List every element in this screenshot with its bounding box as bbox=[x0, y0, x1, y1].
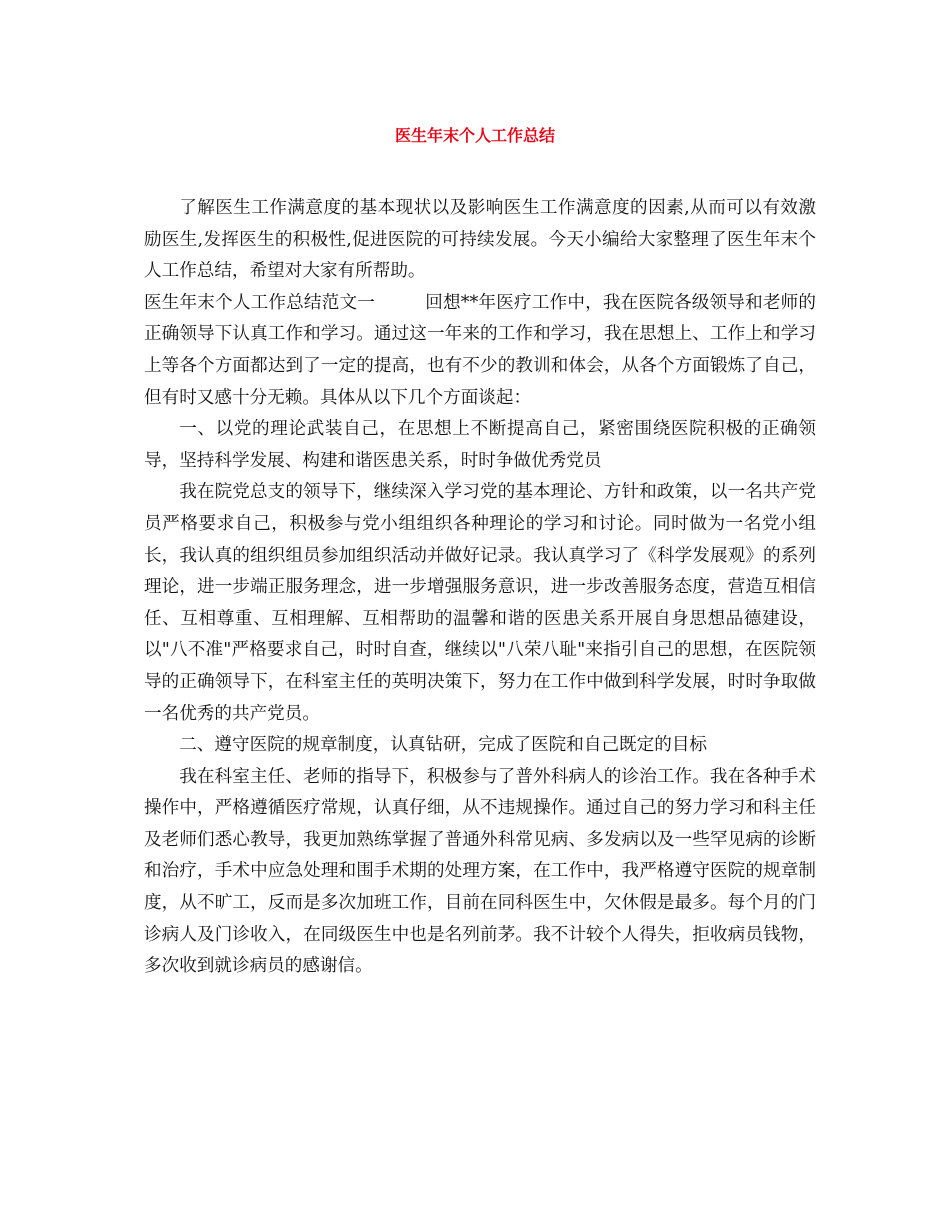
paragraph-text: 回想**年医疗工作中，我在医院各级领导和老师的正确领导下认真工作和学习。通过这一年来的工作和学习，我在思想上、工作上和学习上等各个方面都达到了一定的提高，也有不少的教训和体会，从各个方面锻炼了自己，但有时又感十分无赖。具体从以下几个方面谈起： bbox=[144, 292, 816, 408]
paragraph-text: 了解医生工作满意度的基本现状以及影响医生工作满意度的因素,从而可以有效激励医生,发挥医生的积极性,促进医院的可持续发展。今天小编给大家整理了医生年末个人工作总结，希望对大家有所帮助。 bbox=[144, 198, 816, 282]
paragraph-party-study bbox=[144, 477, 816, 730]
paragraph-text: 一、以党的理论武装自己，在思想上不断提高自己，紧密围绕医院积极的正确领导，坚持科学发展、构建和谐医患关系，时时争做优秀党员 bbox=[144, 419, 816, 471]
paragraph-section-lead bbox=[144, 288, 816, 414]
paragraph-clinical-work bbox=[144, 762, 816, 983]
paragraph-text: 我在科室主任、老师的指导下，积极参与了普外科病人的诊治工作。我在各种手术操作中，严格遵循医疗常规，认真仔细，从不违规操作。通过自己的努力学习和科主任及老师们悉心教导，我更加熟练掌握了普通外科常见病、多发病以及一些罕见病的诊断和治疗，手术中应急处理和围手术期的处理方案，在工作中，我严格遵守医院的规章制度，从不旷工，反而是多次加班工作，目前在同科医生中，欠休假是最多。每个月的门诊病人及门诊收入，在同级医生中也是名列前茅。我不计较个人得失，拒收病员钱物，多次收到就诊病员的感谢信。 bbox=[144, 766, 816, 977]
paragraph-point-one bbox=[144, 414, 816, 477]
paragraph-text: 二、遵守医院的规章制度，认真钻研，完成了医院和自己既定的目标 bbox=[179, 735, 708, 756]
document-body bbox=[144, 193, 816, 983]
paragraph-text: 我在院党总支的领导下，继续深入学习党的基本理论、方针和政策，以一名共产党员严格要求自己，积极参与党小组组织各种理论的学习和讨论。同时做为一名党小组长，我认真的组织组员参加组织活动并做好记录。我认真学习了《科学发展观》的系列理论，进一步端正服务理念，进一步增强服务意识，进一步改善服务态度，营造互相信任、互相尊重、互相理解、互相帮助的温馨和谐的医患关系开展自身思想品德建设，以"八不准"严格要求自己，时时自查，继续以"八荣八耻"来指引自己的思想，在医院领导的正确领导下，在科室主任的英明决策下，努力在工作中做到科学发展，时时争取做一名优秀的共产党员。 bbox=[144, 482, 816, 724]
paragraph-point-two bbox=[144, 730, 816, 762]
paragraph-intro bbox=[144, 193, 816, 288]
section-heading: 医生年末个人工作总结范文一 bbox=[144, 292, 376, 313]
document-title: 医生年末个人工作总结 bbox=[394, 126, 555, 145]
